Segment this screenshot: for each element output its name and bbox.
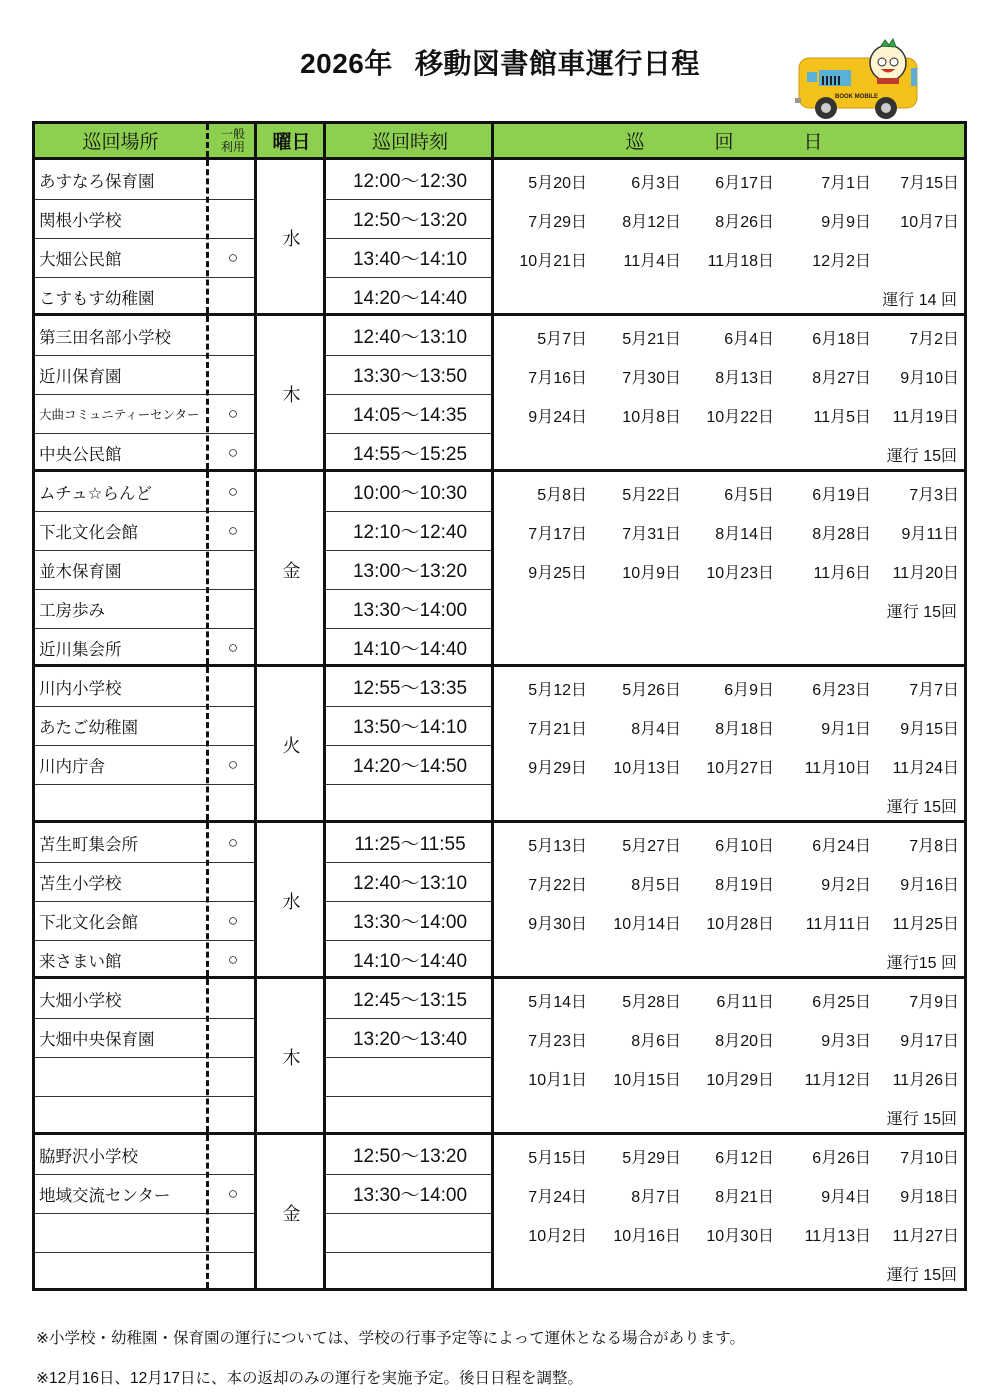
visit-date: 6月17日	[715, 175, 774, 192]
visit-date: 7月8日	[909, 838, 959, 855]
visit-date: 11月18日	[707, 253, 774, 270]
column-divider-dashed	[206, 667, 209, 820]
visit-date: 11月20日	[892, 565, 959, 582]
visit-date: 7月1日	[821, 175, 871, 192]
dates-row	[497, 199, 965, 238]
visit-date: 6月12日	[715, 1150, 774, 1167]
place-name: 脇野沢小学校	[39, 1147, 138, 1166]
visit-date: 10月14日	[613, 916, 681, 933]
visit-time: 13:50〜14:10	[352, 717, 468, 738]
general-use-mark	[209, 1135, 257, 1174]
visit-time: 14:05〜14:35	[352, 405, 468, 426]
visit-date: 5月27日	[622, 838, 681, 855]
visit-time: 12:10〜12:40	[352, 522, 468, 543]
column-divider	[491, 979, 494, 1132]
weekday: 水	[282, 229, 301, 249]
general-use-mark: ○	[227, 1183, 239, 1203]
visit-date: 9月10日	[900, 370, 959, 387]
place-name: 近川集会所	[39, 640, 122, 659]
visit-date: 9月11日	[901, 526, 959, 543]
place-name: 苫生小学校	[39, 874, 122, 893]
visit-date: 7月23日	[528, 1033, 587, 1050]
place-name: 関根小学校	[39, 211, 122, 230]
visit-date: 8月28日	[812, 526, 871, 543]
general-use-mark	[209, 355, 257, 394]
general-use-mark	[209, 862, 257, 901]
general-use-mark	[209, 160, 257, 199]
column-divider-dashed	[206, 1135, 209, 1288]
dates-row	[497, 472, 965, 511]
visit-date: 5月15日	[528, 1150, 587, 1167]
visit-time: 13:30〜14:00	[352, 912, 468, 933]
visit-dates	[497, 1135, 965, 1291]
schedule-group	[32, 160, 967, 316]
visit-time: 14:55〜15:25	[352, 444, 468, 465]
visit-date: 6月26日	[812, 1150, 871, 1167]
header-general-use	[209, 124, 257, 157]
visit-date: 11月24日	[892, 760, 959, 777]
column-divider	[254, 160, 257, 313]
column-divider-dashed	[206, 472, 209, 664]
visit-date: 7月9日	[909, 994, 959, 1011]
dates-row	[497, 394, 965, 433]
general-use-mark	[209, 979, 257, 1018]
weekday: 金	[282, 560, 301, 581]
column-divider-dashed	[206, 823, 209, 976]
column-divider	[254, 979, 257, 1132]
visit-date: 9月30日	[528, 916, 587, 933]
visit-time: 13:30〜14:00	[352, 1185, 468, 1206]
visit-date: 7月10日	[900, 1150, 959, 1167]
place-name: 来さまい館	[39, 952, 122, 971]
weekday: 金	[282, 1204, 301, 1224]
visit-date: 8月7日	[631, 1189, 681, 1206]
column-divider-dashed	[206, 979, 209, 1132]
visit-date: 6月3日	[631, 175, 681, 192]
visit-time: 11:25〜11:55	[354, 834, 466, 855]
weekday: 火	[282, 736, 301, 756]
place-name: 川内庁舎	[39, 757, 105, 776]
run-count: 運行 15回	[886, 1267, 957, 1284]
visit-date: 10月7日	[900, 214, 959, 231]
run-count: 運行15 回	[886, 955, 957, 972]
visit-date: 5月22日	[622, 487, 681, 504]
visit-date: 6月23日	[812, 682, 871, 699]
header-dates: 巡回日	[625, 132, 893, 153]
visit-time: 12:45〜13:15	[352, 990, 468, 1011]
visit-time: 12:50〜13:20	[352, 210, 468, 231]
visit-date: 5月14日	[528, 994, 587, 1011]
column-divider	[254, 823, 257, 976]
general-use-mark: ○	[227, 520, 239, 540]
column-divider	[323, 472, 326, 664]
svg-text:BOOK MOBILE: BOOK MOBILE	[835, 94, 878, 100]
general-use-mark	[209, 1018, 257, 1057]
general-use-mark	[209, 706, 257, 745]
visit-date: 9月1日	[821, 721, 871, 738]
general-use-mark	[209, 199, 257, 238]
weekday: 木	[282, 1048, 301, 1068]
place-name: 第三田名部小学校	[39, 328, 171, 347]
visit-date: 11月19日	[892, 409, 959, 426]
column-divider	[323, 316, 326, 469]
place-name: 大畑小学校	[39, 991, 122, 1010]
column-divider	[323, 979, 326, 1132]
visit-date: 8月27日	[812, 370, 871, 387]
visit-date: 10月27日	[706, 760, 774, 777]
run-count: 運行 15回	[886, 799, 957, 816]
general-use-mark: ○	[227, 832, 239, 852]
place-name: 大畑中央保育園	[39, 1030, 155, 1049]
dates-row	[497, 1174, 965, 1213]
general-use-mark	[209, 1057, 257, 1096]
visit-date: 5月8日	[537, 487, 587, 504]
visit-date: 6月5日	[724, 487, 774, 504]
visit-time: 13:40〜14:10	[352, 249, 468, 270]
general-use-mark	[209, 784, 257, 823]
visit-date: 7月29日	[528, 214, 587, 231]
dates-row	[497, 1018, 965, 1057]
visit-date: 6月10日	[715, 838, 774, 855]
visit-date: 10月29日	[706, 1072, 774, 1089]
visit-time: 14:10〜14:40	[352, 951, 468, 972]
dates-row	[497, 745, 965, 784]
header-divider	[323, 124, 326, 157]
general-use-mark: ○	[227, 949, 239, 969]
visit-date: 8月20日	[715, 1033, 774, 1050]
visit-date: 6月18日	[812, 331, 871, 348]
visit-date: 7月22日	[528, 877, 587, 894]
column-divider	[323, 160, 326, 313]
place-name	[35, 1096, 206, 1135]
visit-date: 9月18日	[900, 1189, 959, 1206]
header-time: 巡回時刻	[371, 132, 448, 153]
column-divider-dashed	[206, 316, 209, 469]
visit-date: 6月11日	[716, 994, 774, 1011]
visit-date: 7月30日	[622, 370, 681, 387]
dates-row	[497, 862, 965, 901]
visit-date: 11月6日	[813, 565, 871, 582]
schedule-table	[32, 121, 967, 1291]
visit-date: 8月5日	[631, 877, 681, 894]
header-divider-dashed	[206, 124, 209, 157]
visit-date: 9月24日	[528, 409, 587, 426]
place-name: あすなろ保育園	[39, 172, 155, 191]
column-divider	[491, 160, 494, 313]
general-use-mark: ○	[227, 481, 239, 501]
visit-date: 6月24日	[812, 838, 871, 855]
visit-date: 7月15日	[900, 175, 959, 192]
dates-row	[497, 316, 965, 355]
visit-time: 13:30〜14:00	[352, 600, 468, 621]
weekday: 木	[282, 385, 301, 405]
place-name: 苫生町集会所	[39, 835, 138, 854]
visit-date: 5月7日	[537, 331, 587, 348]
dates-row	[497, 706, 965, 745]
visit-date: 5月26日	[622, 682, 681, 699]
visit-dates	[497, 472, 965, 667]
visit-time: 12:40〜13:10	[352, 873, 468, 894]
general-use-mark	[209, 1213, 257, 1252]
schedule-group	[32, 823, 967, 979]
visit-date: 9月4日	[821, 1189, 871, 1206]
general-use-mark	[209, 667, 257, 706]
general-use-mark: ○	[227, 754, 239, 774]
visit-time: 12:55〜13:35	[352, 678, 468, 699]
visit-date: 11月13日	[804, 1228, 871, 1245]
schedule-group	[32, 979, 967, 1135]
visit-date: 9月3日	[821, 1033, 871, 1050]
place-name: 並木保育園	[39, 562, 122, 581]
run-count: 運行 15回	[886, 1111, 957, 1128]
place-name	[35, 1057, 206, 1096]
place-name: あたご幼稚園	[39, 718, 138, 737]
column-divider	[491, 472, 494, 664]
visit-date: 10月16日	[613, 1228, 681, 1245]
visit-date: 5月13日	[528, 838, 587, 855]
schedule-group	[32, 316, 967, 472]
visit-time: 14:20〜14:50	[352, 756, 468, 777]
dates-row	[497, 1213, 965, 1252]
schedule-group	[32, 1135, 967, 1291]
visit-date: 12月2日	[812, 253, 871, 270]
visit-date: 9月15日	[900, 721, 959, 738]
place-name: こすもす幼稚園	[39, 289, 155, 308]
visit-date: 5月21日	[622, 331, 681, 348]
visit-date: 8月14日	[715, 526, 774, 543]
visit-date: 6月25日	[812, 994, 871, 1011]
visit-date: 8月19日	[715, 877, 774, 894]
visit-time: 14:10〜14:40	[352, 639, 468, 660]
visit-date: 8月18日	[715, 721, 774, 738]
visit-date: 10月1日	[528, 1072, 587, 1089]
place-name	[35, 1213, 206, 1252]
visit-date: 11月27日	[892, 1228, 959, 1245]
place-name: 川内小学校	[39, 679, 122, 698]
header-general-use-line2: 利用	[220, 139, 245, 154]
visit-time	[326, 1252, 494, 1291]
run-count: 運行 14 回	[882, 292, 957, 309]
place-name: 近川保育園	[39, 367, 122, 386]
column-divider	[491, 823, 494, 976]
visit-date: 11月4日	[623, 253, 681, 270]
dates-row	[497, 667, 965, 706]
visit-date: 9月17日	[900, 1033, 959, 1050]
visit-date: 11月25日	[892, 916, 959, 933]
place-name: 大畑公民館	[39, 250, 122, 269]
column-divider	[254, 667, 257, 820]
visit-date: 5月28日	[622, 994, 681, 1011]
column-divider	[491, 667, 494, 820]
visit-date: 6月4日	[724, 331, 774, 348]
place-name: 下北文化会館	[39, 523, 138, 542]
note-2: ※12月16日、12月17日に、本の返却のみの運行を実施予定。後日日程を調整。	[36, 1370, 583, 1387]
visit-time	[326, 1213, 494, 1252]
general-use-mark	[209, 277, 257, 316]
column-divider	[254, 472, 257, 664]
visit-date: 8月12日	[622, 214, 681, 231]
note-1: ※小学校・幼稚園・保育園の運行については、学校の行事予定等によって運休となる場合があります。	[36, 1330, 745, 1347]
visit-time: 12:50〜13:20	[352, 1146, 468, 1167]
visit-time: 12:40〜13:10	[352, 327, 468, 348]
visit-date: 9月2日	[821, 877, 871, 894]
visit-date: 7月17日	[528, 526, 587, 543]
dates-row	[497, 511, 965, 550]
schedule-group	[32, 667, 967, 823]
visit-date: 5月29日	[622, 1150, 681, 1167]
visit-date: 10月13日	[613, 760, 681, 777]
place-name: ムチュ☆らんど	[39, 484, 152, 503]
dates-row	[497, 355, 965, 394]
dates-row	[497, 1057, 965, 1096]
visit-dates	[497, 667, 965, 823]
visit-time: 13:00〜13:20	[352, 561, 468, 582]
column-divider	[254, 316, 257, 469]
title-year: 2026年	[300, 48, 393, 79]
column-divider	[254, 1135, 257, 1288]
visit-date: 8月21日	[715, 1189, 774, 1206]
visit-date: 11月11日	[805, 916, 871, 933]
visit-time: 10:00〜10:30	[352, 483, 468, 504]
schedule-group	[32, 472, 967, 667]
visit-date: 9月16日	[900, 877, 959, 894]
general-use-mark	[209, 550, 257, 589]
visit-date: 11月5日	[813, 409, 871, 426]
general-use-mark	[209, 316, 257, 355]
run-count: 運行 15回	[886, 604, 957, 621]
place-name: 地域交流センター	[39, 1186, 171, 1205]
visit-date: 9月25日	[528, 565, 587, 582]
visit-date: 11月10日	[804, 760, 871, 777]
visit-date: 8月26日	[715, 214, 774, 231]
visit-date: 8月4日	[631, 721, 681, 738]
visit-date: 10月2日	[528, 1228, 587, 1245]
visit-time	[326, 1096, 494, 1135]
visit-date: 10月15日	[613, 1072, 681, 1089]
visit-date: 10月22日	[706, 409, 774, 426]
title-text: 移動図書館車運行日程	[414, 48, 700, 79]
schedule-groups	[32, 160, 967, 1291]
visit-time	[326, 784, 494, 823]
visit-date: 5月20日	[528, 175, 587, 192]
visit-time: 12:00〜12:30	[352, 171, 468, 192]
header-general-use-line1: 一般	[220, 126, 245, 141]
general-use-mark: ○	[227, 910, 239, 930]
visit-dates	[497, 979, 965, 1135]
run-count: 運行 15回	[886, 448, 957, 465]
visit-date: 10月8日	[622, 409, 681, 426]
general-use-mark	[209, 1096, 257, 1135]
visit-date: 8月6日	[631, 1033, 681, 1050]
place-name: 工房歩み	[39, 601, 105, 620]
general-use-mark: ○	[227, 247, 239, 267]
visit-date: 5月12日	[528, 682, 587, 699]
column-divider	[323, 667, 326, 820]
place-name	[35, 784, 206, 823]
visit-date: 10月23日	[706, 565, 774, 582]
column-divider	[491, 1135, 494, 1288]
dates-row	[497, 160, 965, 199]
visit-date: 10月9日	[622, 565, 681, 582]
place-name: 大曲コミュニティーセンター	[39, 407, 200, 422]
place-name: 下北文化会館	[39, 913, 138, 932]
visit-date: 6月9日	[724, 682, 774, 699]
place-name: 中央公民館	[39, 445, 122, 464]
visit-date: 7月24日	[528, 1189, 587, 1206]
visit-date: 7月7日	[909, 682, 959, 699]
visit-date: 10月21日	[519, 253, 587, 270]
dates-row	[497, 979, 965, 1018]
visit-date: 11月26日	[892, 1072, 959, 1089]
visit-date: 10月28日	[706, 916, 774, 933]
visit-time	[326, 1057, 494, 1096]
visit-date: 8月13日	[715, 370, 774, 387]
header-place: 巡回場所	[82, 132, 159, 153]
visit-date: 10月30日	[706, 1228, 774, 1245]
general-use-mark	[209, 1252, 257, 1291]
place-name	[35, 1252, 206, 1291]
visit-date: 7月3日	[909, 487, 959, 504]
header-divider	[491, 124, 494, 157]
visit-date: 9月9日	[821, 214, 871, 231]
visit-date: 11月12日	[804, 1072, 871, 1089]
weekday: 水	[282, 892, 301, 912]
visit-time: 14:20〜14:40	[352, 288, 468, 309]
column-divider-dashed	[206, 160, 209, 313]
visit-dates	[497, 160, 965, 316]
dates-row	[497, 1135, 965, 1174]
visit-dates	[497, 316, 965, 472]
visit-date: 7月16日	[528, 370, 587, 387]
column-divider	[491, 316, 494, 469]
column-divider	[323, 823, 326, 976]
visit-time: 13:30〜13:50	[352, 366, 468, 387]
header-weekday: 曜日	[272, 132, 311, 153]
visit-time: 13:20〜13:40	[352, 1029, 468, 1050]
header-divider	[254, 124, 257, 157]
visit-dates	[497, 823, 965, 979]
dates-row	[497, 550, 965, 589]
dates-row	[497, 901, 965, 940]
dates-row	[497, 238, 965, 277]
visit-date: 7月31日	[622, 526, 681, 543]
column-divider	[323, 1135, 326, 1288]
visit-date: 9月29日	[528, 760, 587, 777]
bookmobile-bus-mascot-icon	[793, 38, 928, 123]
general-use-mark: ○	[227, 637, 239, 657]
visit-date: 7月21日	[528, 721, 587, 738]
visit-date: 6月19日	[812, 487, 871, 504]
dates-row	[497, 823, 965, 862]
table-header	[32, 121, 967, 160]
general-use-mark: ○	[227, 403, 239, 423]
general-use-mark: ○	[227, 442, 239, 462]
visit-date: 7月2日	[909, 331, 959, 348]
general-use-mark	[209, 589, 257, 628]
